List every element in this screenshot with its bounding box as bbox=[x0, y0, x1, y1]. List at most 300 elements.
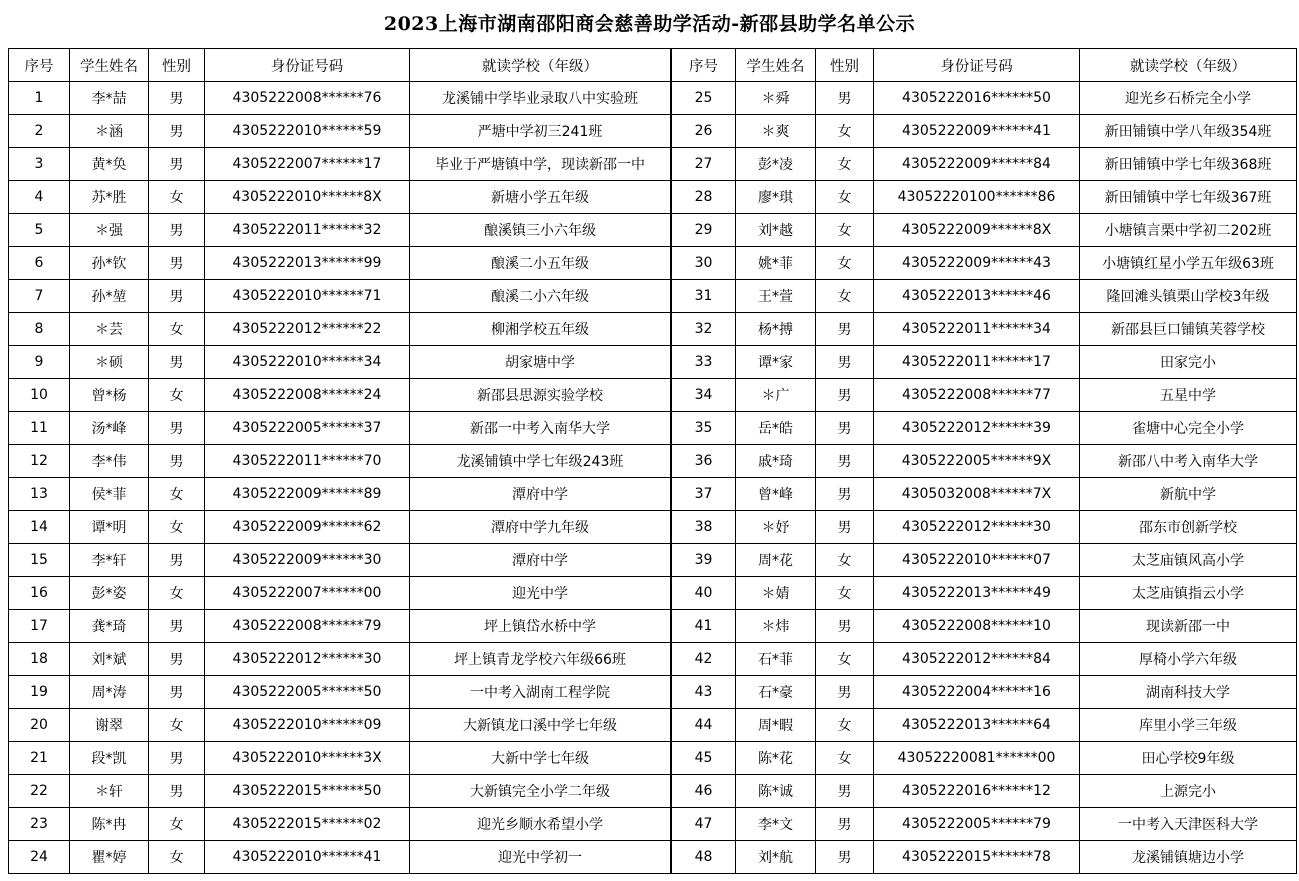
cell-id-number: 4305222009******89 bbox=[205, 478, 410, 511]
header-name: 学生姓名 bbox=[70, 49, 149, 82]
cell-student-name: 石*豪 bbox=[736, 676, 816, 709]
cell-gender: 男 bbox=[149, 676, 205, 709]
cell-index: 20 bbox=[9, 709, 70, 742]
cell-student-name: 谭*明 bbox=[70, 511, 149, 544]
cell-school: 上源完小 bbox=[1080, 775, 1297, 808]
cell-gender: 男 bbox=[816, 478, 874, 511]
cell-gender: 男 bbox=[816, 445, 874, 478]
cell-index: 9 bbox=[9, 346, 70, 379]
cell-school: 龙溪铺中学毕业录取八中实验班 bbox=[410, 82, 671, 115]
cell-school: 酿溪二小五年级 bbox=[410, 247, 671, 280]
header-school: 就读学校（年级） bbox=[410, 49, 671, 82]
cell-index: 12 bbox=[9, 445, 70, 478]
cell-index: 46 bbox=[672, 775, 736, 808]
table-row bbox=[9, 115, 671, 148]
cell-index: 30 bbox=[672, 247, 736, 280]
table-row bbox=[9, 214, 671, 247]
cell-school: 新田铺镇中学七年级367班 bbox=[1080, 181, 1297, 214]
cell-school: 库里小学三年级 bbox=[1080, 709, 1297, 742]
cell-school: 大新中学七年级 bbox=[410, 742, 671, 775]
cell-index: 45 bbox=[672, 742, 736, 775]
cell-id-number: 4305222007******00 bbox=[205, 577, 410, 610]
table-row bbox=[9, 511, 671, 544]
table-row bbox=[672, 841, 1297, 874]
cell-school: 邵东市创新学校 bbox=[1080, 511, 1297, 544]
cell-school: 新塘小学五年级 bbox=[410, 181, 671, 214]
table-row bbox=[9, 379, 671, 412]
cell-index: 6 bbox=[9, 247, 70, 280]
cell-index: 11 bbox=[9, 412, 70, 445]
cell-index: 19 bbox=[9, 676, 70, 709]
cell-id-number: 4305222015******02 bbox=[205, 808, 410, 841]
cell-gender: 男 bbox=[149, 247, 205, 280]
cell-id-number: 4305222016******50 bbox=[874, 82, 1080, 115]
cell-school: 新邵一中考入南华大学 bbox=[410, 412, 671, 445]
cell-student-name: 周*暇 bbox=[736, 709, 816, 742]
cell-student-name: 龚*琦 bbox=[70, 610, 149, 643]
cell-gender: 男 bbox=[816, 412, 874, 445]
cell-school: 龙溪铺镇塘边小学 bbox=[1080, 841, 1297, 874]
cell-student-name: 谭*家 bbox=[736, 346, 816, 379]
cell-school: 五星中学 bbox=[1080, 379, 1297, 412]
cell-gender: 男 bbox=[816, 313, 874, 346]
cell-index: 3 bbox=[9, 148, 70, 181]
cell-id-number: 4305222012******30 bbox=[205, 643, 410, 676]
cell-id-number: 4305222012******22 bbox=[205, 313, 410, 346]
table-row bbox=[672, 280, 1297, 313]
cell-student-name: 彭*凌 bbox=[736, 148, 816, 181]
cell-gender: 男 bbox=[816, 841, 874, 874]
cell-gender: 男 bbox=[816, 346, 874, 379]
cell-id-number: 4305222013******64 bbox=[874, 709, 1080, 742]
table-row bbox=[9, 412, 671, 445]
cell-index: 1 bbox=[9, 82, 70, 115]
cell-student-name: 李*喆 bbox=[70, 82, 149, 115]
cell-index: 37 bbox=[672, 478, 736, 511]
cell-id-number: 4305222013******49 bbox=[874, 577, 1080, 610]
cell-gender: 女 bbox=[149, 313, 205, 346]
cell-gender: 男 bbox=[149, 610, 205, 643]
cell-student-name: 李*伟 bbox=[70, 445, 149, 478]
cell-school: 新邵八中考入南华大学 bbox=[1080, 445, 1297, 478]
cell-id-number: 4305222004******16 bbox=[874, 676, 1080, 709]
table-row bbox=[672, 511, 1297, 544]
cell-school: 湖南科技大学 bbox=[1080, 676, 1297, 709]
header-gender: 性别 bbox=[816, 49, 874, 82]
cell-student-name: 黄*奂 bbox=[70, 148, 149, 181]
cell-gender: 男 bbox=[816, 808, 874, 841]
cell-gender: 男 bbox=[816, 379, 874, 412]
cell-index: 48 bbox=[672, 841, 736, 874]
cell-school: 大新镇完全小学二年级 bbox=[410, 775, 671, 808]
cell-gender: 男 bbox=[149, 115, 205, 148]
table-header-row bbox=[672, 49, 1297, 82]
cell-student-name: 彭*姿 bbox=[70, 577, 149, 610]
header-index: 序号 bbox=[9, 49, 70, 82]
cell-school: 迎光乡石桥完全小学 bbox=[1080, 82, 1297, 115]
cell-id-number: 4305222015******78 bbox=[874, 841, 1080, 874]
cell-gender: 女 bbox=[816, 280, 874, 313]
cell-school: 柳湘学校五年级 bbox=[410, 313, 671, 346]
cell-id-number: 4305222009******62 bbox=[205, 511, 410, 544]
cell-index: 22 bbox=[9, 775, 70, 808]
cell-gender: 女 bbox=[149, 808, 205, 841]
cell-gender: 男 bbox=[149, 412, 205, 445]
table-row bbox=[672, 775, 1297, 808]
table-row bbox=[9, 841, 671, 874]
cell-student-name: 刘*斌 bbox=[70, 643, 149, 676]
cell-id-number: 4305222010******41 bbox=[205, 841, 410, 874]
cell-gender: 男 bbox=[149, 643, 205, 676]
table-row bbox=[672, 478, 1297, 511]
cell-index: 31 bbox=[672, 280, 736, 313]
cell-id-number: 4305222010******34 bbox=[205, 346, 410, 379]
cell-gender: 男 bbox=[816, 511, 874, 544]
cell-student-name: 刘*航 bbox=[736, 841, 816, 874]
cell-school: 坪上镇岱水桥中学 bbox=[410, 610, 671, 643]
cell-student-name: ＊硕 bbox=[70, 346, 149, 379]
cell-id-number: 4305222010******3X bbox=[205, 742, 410, 775]
table-row bbox=[672, 808, 1297, 841]
table-row bbox=[672, 346, 1297, 379]
cell-id-number: 4305222013******99 bbox=[205, 247, 410, 280]
cell-index: 8 bbox=[9, 313, 70, 346]
cell-school: 胡家塘中学 bbox=[410, 346, 671, 379]
cell-student-name: 李*文 bbox=[736, 808, 816, 841]
cell-index: 47 bbox=[672, 808, 736, 841]
cell-id-number: 4305222008******10 bbox=[874, 610, 1080, 643]
cell-student-name: ＊舜 bbox=[736, 82, 816, 115]
cell-id-number: 4305222010******71 bbox=[205, 280, 410, 313]
cell-gender: 男 bbox=[149, 445, 205, 478]
cell-id-number: 4305222012******39 bbox=[874, 412, 1080, 445]
cell-school: 潭府中学 bbox=[410, 478, 671, 511]
table-row bbox=[672, 544, 1297, 577]
table-row bbox=[9, 643, 671, 676]
table-row bbox=[9, 544, 671, 577]
table-row bbox=[9, 676, 671, 709]
cell-index: 43 bbox=[672, 676, 736, 709]
cell-school: 雀塘中心完全小学 bbox=[1080, 412, 1297, 445]
table-row bbox=[9, 709, 671, 742]
cell-id-number: 4305222009******41 bbox=[874, 115, 1080, 148]
cell-id-number: 4305222012******84 bbox=[874, 643, 1080, 676]
cell-id-number: 4305222008******76 bbox=[205, 82, 410, 115]
cell-school: 潭府中学九年级 bbox=[410, 511, 671, 544]
table-row bbox=[672, 610, 1297, 643]
cell-student-name: ＊炜 bbox=[736, 610, 816, 643]
cell-index: 2 bbox=[9, 115, 70, 148]
cell-gender: 男 bbox=[149, 775, 205, 808]
cell-index: 33 bbox=[672, 346, 736, 379]
cell-id-number: 4305222010******09 bbox=[205, 709, 410, 742]
cell-student-name: 刘*越 bbox=[736, 214, 816, 247]
cell-school: 酿溪镇三小六年级 bbox=[410, 214, 671, 247]
cell-student-name: 曾*峰 bbox=[736, 478, 816, 511]
cell-student-name: 戚*琦 bbox=[736, 445, 816, 478]
cell-id-number: 4305222011******34 bbox=[874, 313, 1080, 346]
header-gender: 性别 bbox=[149, 49, 205, 82]
cell-index: 21 bbox=[9, 742, 70, 775]
cell-id-number: 43052220081******00 bbox=[874, 742, 1080, 775]
table-row bbox=[9, 742, 671, 775]
cell-gender: 女 bbox=[816, 214, 874, 247]
cell-index: 5 bbox=[9, 214, 70, 247]
cell-index: 27 bbox=[672, 148, 736, 181]
cell-school: 厚椅小学六年级 bbox=[1080, 643, 1297, 676]
cell-index: 16 bbox=[9, 577, 70, 610]
header-school: 就读学校（年级） bbox=[1080, 49, 1297, 82]
cell-index: 36 bbox=[672, 445, 736, 478]
cell-gender: 男 bbox=[816, 775, 874, 808]
page-title: 2023上海市湖南邵阳商会慈善助学活动-新邵县助学名单公示 bbox=[383, 13, 916, 35]
cell-index: 39 bbox=[672, 544, 736, 577]
cell-id-number: 4305222005******9X bbox=[874, 445, 1080, 478]
cell-index: 41 bbox=[672, 610, 736, 643]
cell-gender: 女 bbox=[149, 478, 205, 511]
table-row bbox=[9, 82, 671, 115]
cell-id-number: 4305222011******32 bbox=[205, 214, 410, 247]
table-row bbox=[9, 247, 671, 280]
cell-gender: 女 bbox=[816, 643, 874, 676]
roster-body-left bbox=[9, 82, 671, 874]
cell-gender: 男 bbox=[149, 214, 205, 247]
roster-table-left bbox=[8, 48, 671, 874]
cell-index: 24 bbox=[9, 841, 70, 874]
cell-id-number: 4305222011******70 bbox=[205, 445, 410, 478]
table-row bbox=[672, 676, 1297, 709]
cell-student-name: 苏*胜 bbox=[70, 181, 149, 214]
cell-school: 坪上镇青龙学校六年级66班 bbox=[410, 643, 671, 676]
cell-school: 田家完小 bbox=[1080, 346, 1297, 379]
cell-id-number: 4305222010******8X bbox=[205, 181, 410, 214]
cell-gender: 男 bbox=[149, 148, 205, 181]
cell-gender: 女 bbox=[149, 577, 205, 610]
cell-gender: 女 bbox=[149, 511, 205, 544]
table-row bbox=[672, 148, 1297, 181]
cell-school: 太芝庙镇指云小学 bbox=[1080, 577, 1297, 610]
cell-gender: 男 bbox=[816, 676, 874, 709]
cell-student-name: 陈*诚 bbox=[736, 775, 816, 808]
cell-id-number: 4305222012******30 bbox=[874, 511, 1080, 544]
table-row bbox=[9, 808, 671, 841]
table-row bbox=[9, 577, 671, 610]
table-row bbox=[9, 280, 671, 313]
cell-id-number: 43052220100******86 bbox=[874, 181, 1080, 214]
cell-id-number: 4305222008******79 bbox=[205, 610, 410, 643]
cell-student-name: ＊涵 bbox=[70, 115, 149, 148]
cell-student-name: ＊广 bbox=[736, 379, 816, 412]
cell-student-name: 谢翠 bbox=[70, 709, 149, 742]
header-index: 序号 bbox=[672, 49, 736, 82]
cell-gender: 女 bbox=[816, 148, 874, 181]
cell-id-number: 4305222008******24 bbox=[205, 379, 410, 412]
cell-school: 严塘中学初三241班 bbox=[410, 115, 671, 148]
cell-id-number: 4305222010******59 bbox=[205, 115, 410, 148]
table-row bbox=[9, 478, 671, 511]
cell-index: 35 bbox=[672, 412, 736, 445]
cell-gender: 男 bbox=[816, 82, 874, 115]
cell-school: 龙溪铺镇中学七年级243班 bbox=[410, 445, 671, 478]
cell-index: 15 bbox=[9, 544, 70, 577]
cell-id-number: 4305222009******8X bbox=[874, 214, 1080, 247]
cell-id-number: 4305222009******43 bbox=[874, 247, 1080, 280]
cell-student-name: 石*菲 bbox=[736, 643, 816, 676]
cell-index: 32 bbox=[672, 313, 736, 346]
cell-school: 新田铺镇中学七年级368班 bbox=[1080, 148, 1297, 181]
cell-gender: 男 bbox=[149, 346, 205, 379]
cell-index: 17 bbox=[9, 610, 70, 643]
cell-school: 小塘镇言栗中学初二202班 bbox=[1080, 214, 1297, 247]
cell-gender: 女 bbox=[816, 247, 874, 280]
cell-student-name: 岳*皓 bbox=[736, 412, 816, 445]
cell-school: 新邵县思源实验学校 bbox=[410, 379, 671, 412]
cell-index: 42 bbox=[672, 643, 736, 676]
cell-id-number: 4305222016******12 bbox=[874, 775, 1080, 808]
cell-school: 隆回滩头镇栗山学校3年级 bbox=[1080, 280, 1297, 313]
cell-school: 新航中学 bbox=[1080, 478, 1297, 511]
cell-student-name: 侯*菲 bbox=[70, 478, 149, 511]
table-row bbox=[672, 247, 1297, 280]
cell-school: 田心学校9年级 bbox=[1080, 742, 1297, 775]
cell-student-name: 廖*琪 bbox=[736, 181, 816, 214]
cell-index: 23 bbox=[9, 808, 70, 841]
cell-gender: 男 bbox=[149, 82, 205, 115]
table-row bbox=[672, 313, 1297, 346]
cell-school: 新田铺镇中学八年级354班 bbox=[1080, 115, 1297, 148]
cell-school: 现读新邵一中 bbox=[1080, 610, 1297, 643]
table-row bbox=[672, 643, 1297, 676]
cell-student-name: 瞿*婷 bbox=[70, 841, 149, 874]
cell-index: 13 bbox=[9, 478, 70, 511]
cell-index: 7 bbox=[9, 280, 70, 313]
cell-school: 迎光中学 bbox=[410, 577, 671, 610]
cell-school: 一中考入湖南工程学院 bbox=[410, 676, 671, 709]
cell-gender: 女 bbox=[149, 379, 205, 412]
cell-school: 迎光中学初一 bbox=[410, 841, 671, 874]
cell-index: 25 bbox=[672, 82, 736, 115]
cell-student-name: 段*凯 bbox=[70, 742, 149, 775]
table-row bbox=[9, 775, 671, 808]
table-row bbox=[9, 445, 671, 478]
cell-student-name: 姚*菲 bbox=[736, 247, 816, 280]
table-row bbox=[672, 379, 1297, 412]
cell-school: 毕业于严塘镇中学，现读新邵一中 bbox=[410, 148, 671, 181]
cell-index: 4 bbox=[9, 181, 70, 214]
table-row bbox=[9, 313, 671, 346]
roster-body-right bbox=[672, 82, 1297, 874]
cell-index: 29 bbox=[672, 214, 736, 247]
table-row bbox=[672, 742, 1297, 775]
cell-gender: 男 bbox=[149, 742, 205, 775]
cell-school: 酿溪二小六年级 bbox=[410, 280, 671, 313]
cell-school: 新邵县巨口铺镇芙蓉学校 bbox=[1080, 313, 1297, 346]
cell-index: 26 bbox=[672, 115, 736, 148]
cell-student-name: 周*涛 bbox=[70, 676, 149, 709]
cell-id-number: 4305222010******07 bbox=[874, 544, 1080, 577]
cell-student-name: 陈*花 bbox=[736, 742, 816, 775]
table-row bbox=[672, 115, 1297, 148]
table-row bbox=[672, 445, 1297, 478]
header-id-number: 身份证号码 bbox=[205, 49, 410, 82]
cell-student-name: ＊爽 bbox=[736, 115, 816, 148]
cell-gender: 男 bbox=[816, 610, 874, 643]
table-row bbox=[9, 610, 671, 643]
cell-school: 一中考入天津医科大学 bbox=[1080, 808, 1297, 841]
cell-index: 14 bbox=[9, 511, 70, 544]
cell-student-name: 杨*搏 bbox=[736, 313, 816, 346]
cell-id-number: 4305222008******77 bbox=[874, 379, 1080, 412]
cell-index: 28 bbox=[672, 181, 736, 214]
cell-student-name: ＊芸 bbox=[70, 313, 149, 346]
cell-gender: 女 bbox=[149, 709, 205, 742]
cell-student-name: ＊妤 bbox=[736, 511, 816, 544]
cell-student-name: 汤*峰 bbox=[70, 412, 149, 445]
cell-gender: 女 bbox=[149, 841, 205, 874]
cell-id-number: 4305032008******7X bbox=[874, 478, 1080, 511]
table-header-row bbox=[9, 49, 671, 82]
cell-index: 10 bbox=[9, 379, 70, 412]
table-row bbox=[9, 148, 671, 181]
cell-gender: 男 bbox=[149, 280, 205, 313]
cell-student-name: 周*花 bbox=[736, 544, 816, 577]
cell-index: 18 bbox=[9, 643, 70, 676]
cell-school: 迎光乡顺水希望小学 bbox=[410, 808, 671, 841]
cell-student-name: ＊轩 bbox=[70, 775, 149, 808]
roster-table-right bbox=[671, 48, 1297, 874]
table-row bbox=[9, 346, 671, 379]
header-id-number: 身份证号码 bbox=[874, 49, 1080, 82]
cell-school: 太芝庙镇风高小学 bbox=[1080, 544, 1297, 577]
cell-student-name: ＊婧 bbox=[736, 577, 816, 610]
cell-id-number: 4305222013******46 bbox=[874, 280, 1080, 313]
cell-gender: 男 bbox=[149, 544, 205, 577]
cell-id-number: 4305222005******50 bbox=[205, 676, 410, 709]
cell-index: 44 bbox=[672, 709, 736, 742]
cell-index: 40 bbox=[672, 577, 736, 610]
table-row bbox=[672, 412, 1297, 445]
cell-id-number: 4305222011******17 bbox=[874, 346, 1080, 379]
cell-gender: 女 bbox=[149, 181, 205, 214]
cell-school: 大新镇龙口溪中学七年级 bbox=[410, 709, 671, 742]
cell-student-name: 曾*杨 bbox=[70, 379, 149, 412]
cell-gender: 女 bbox=[816, 577, 874, 610]
cell-school: 潭府中学 bbox=[410, 544, 671, 577]
cell-student-name: 王*萱 bbox=[736, 280, 816, 313]
cell-id-number: 4305222005******37 bbox=[205, 412, 410, 445]
cell-gender: 女 bbox=[816, 544, 874, 577]
cell-index: 34 bbox=[672, 379, 736, 412]
cell-school: 小塘镇红星小学五年级63班 bbox=[1080, 247, 1297, 280]
table-row bbox=[672, 214, 1297, 247]
table-row bbox=[672, 577, 1297, 610]
cell-id-number: 4305222005******79 bbox=[874, 808, 1080, 841]
cell-student-name: ＊强 bbox=[70, 214, 149, 247]
cell-student-name: 孙*钦 bbox=[70, 247, 149, 280]
cell-id-number: 4305222007******17 bbox=[205, 148, 410, 181]
cell-gender: 女 bbox=[816, 709, 874, 742]
cell-id-number: 4305222015******50 bbox=[205, 775, 410, 808]
cell-gender: 女 bbox=[816, 181, 874, 214]
cell-gender: 女 bbox=[816, 115, 874, 148]
cell-student-name: 孙*堃 bbox=[70, 280, 149, 313]
table-row bbox=[9, 181, 671, 214]
cell-student-name: 陈*冉 bbox=[70, 808, 149, 841]
cell-id-number: 4305222009******30 bbox=[205, 544, 410, 577]
table-row bbox=[672, 181, 1297, 214]
cell-gender: 女 bbox=[816, 742, 874, 775]
roster-grid bbox=[8, 48, 1293, 874]
